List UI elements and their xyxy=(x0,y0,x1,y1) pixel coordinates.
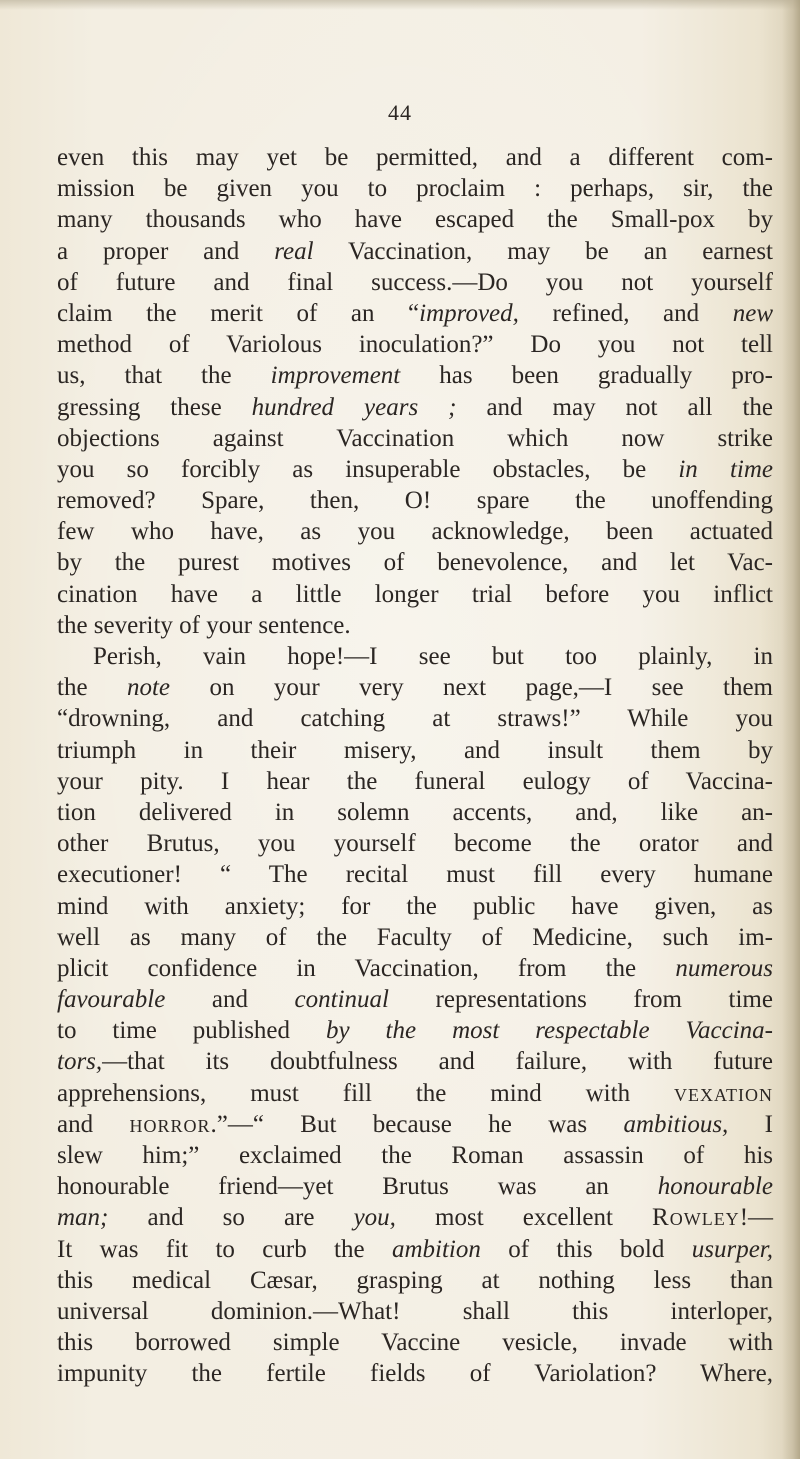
text-line xyxy=(57,1046,773,1077)
text-line xyxy=(57,142,773,173)
text-line xyxy=(57,360,773,391)
italic-text: usurper, xyxy=(691,1235,773,1263)
text-span: slew him;” exclaimed the Roman assassin of his xyxy=(57,1142,773,1169)
text-span: by the purest motives of benevolence, and let Vac- xyxy=(57,549,773,577)
small-caps-text: horror xyxy=(129,1110,211,1138)
text-line xyxy=(57,1202,773,1233)
text-span: the xyxy=(57,674,127,702)
text-line xyxy=(57,922,773,953)
text-line xyxy=(57,1327,773,1358)
text-span: and xyxy=(165,986,295,1014)
italic-text: note xyxy=(126,674,171,702)
text-span: mission be given you to proclaim : perhaps, sir, the xyxy=(57,175,773,203)
text-span: triumph in their misery, and insult them by xyxy=(57,736,773,764)
text-span: of this bold xyxy=(480,1235,692,1263)
text-line xyxy=(57,1015,773,1046)
text-span: method of Variolous inoculation?” Do you not tell xyxy=(57,331,773,359)
text-span: this medical Cæsar, grasping at nothing less than xyxy=(57,1266,773,1294)
italic-text: numerous xyxy=(675,954,773,982)
italic-text: man; xyxy=(57,1204,109,1232)
text-span: Perish, vain hope!—I see but too plainly, in xyxy=(93,643,773,670)
text-span: many thousands who have escaped the Small-pox by xyxy=(57,206,773,234)
italic-text: honourable xyxy=(657,1173,773,1201)
text-line xyxy=(57,1265,773,1296)
text-line xyxy=(57,329,773,360)
text-line xyxy=(57,891,773,922)
text-line xyxy=(57,1171,773,1202)
text-span: plicit confidence in Vaccination, from the xyxy=(57,954,676,982)
italic-text: improvement xyxy=(270,362,401,390)
page-number: 44 xyxy=(388,100,412,125)
text-span: impunity the fertile fields of Variolation? Where, xyxy=(57,1360,773,1388)
text-line xyxy=(57,953,773,984)
italic-text: in time xyxy=(678,455,773,483)
italic-text: tors, xyxy=(57,1048,103,1076)
text-line xyxy=(57,1296,773,1327)
text-line xyxy=(57,173,773,204)
text-line xyxy=(57,1234,773,1265)
text-line xyxy=(57,828,773,859)
text-span: your pity. I hear the funeral eulogy of Vaccina- xyxy=(57,767,773,795)
text-line xyxy=(57,392,773,423)
text-line xyxy=(57,1078,773,1109)
text-span: mind with anxiety; for the public have given, as xyxy=(57,892,773,920)
text-span: objections against Vaccination which now strike xyxy=(57,424,773,452)
italic-text: continual xyxy=(294,986,389,1014)
text-line xyxy=(57,766,773,797)
text-span: the severity of your sentence. xyxy=(57,611,351,639)
small-caps-text: Rowley xyxy=(652,1204,740,1232)
text-line xyxy=(57,984,773,1015)
text-span: .”—“ But because he was xyxy=(210,1110,624,1138)
text-line xyxy=(57,1109,773,1140)
text-line xyxy=(57,672,773,703)
text-span: and xyxy=(57,1110,130,1138)
text-span: —that its doubtfulness and failure, with future xyxy=(102,1048,773,1076)
text-span: few who have, as you acknowledge, been actuated xyxy=(57,518,773,546)
text-span: a proper and xyxy=(57,237,275,265)
text-line xyxy=(57,298,773,329)
italic-text: ambitious, xyxy=(623,1110,729,1138)
text-line xyxy=(57,797,773,828)
text-line xyxy=(57,454,773,485)
body-text xyxy=(57,142,773,1390)
text-span: apprehensions, must fill the mind with xyxy=(57,1079,675,1107)
page-edge-shadow xyxy=(782,0,800,1459)
text-line xyxy=(57,423,773,454)
text-span: well as many of the Faculty of Medicine, such im- xyxy=(57,923,773,951)
italic-text: new xyxy=(732,299,773,327)
text-span: even this may yet be permitted, and a different com- xyxy=(57,144,773,171)
text-line xyxy=(57,859,773,890)
italic-text: real xyxy=(274,237,314,265)
text-span: other Brutus, you yourself become the orator and xyxy=(57,830,773,858)
text-span: on your very next page,—I see them xyxy=(170,674,774,702)
italic-text: ambition xyxy=(391,1235,481,1263)
italic-text: by the most respectable Vaccina- xyxy=(326,1017,773,1045)
text-span: executioner! “ The recital must fill every humane xyxy=(57,861,773,889)
text-line xyxy=(57,204,773,235)
text-span: has been gradually pro- xyxy=(400,362,774,390)
text-span: It was fit to curb the xyxy=(57,1235,392,1263)
text-span: I xyxy=(728,1110,773,1138)
text-span: !— xyxy=(739,1204,774,1232)
text-span: representations from time xyxy=(388,986,773,1014)
text-line xyxy=(57,703,773,734)
italic-text: you, xyxy=(353,1204,396,1232)
text-span: of future and final success.—Do you not yourself xyxy=(57,268,773,296)
text-span: honourable friend—yet Brutus was an xyxy=(57,1173,658,1201)
small-caps-text: vexation xyxy=(674,1079,773,1107)
text-span: gressing these xyxy=(57,393,252,421)
text-span: most excellent xyxy=(395,1204,653,1232)
text-span: Vaccination, may be an earnest xyxy=(313,237,773,265)
text-line xyxy=(57,610,773,641)
text-line xyxy=(57,267,773,298)
text-line xyxy=(57,1140,773,1171)
text-line xyxy=(57,735,773,766)
text-line xyxy=(57,641,773,672)
text-line xyxy=(57,547,773,578)
text-line xyxy=(57,579,773,610)
italic-text: favourable xyxy=(57,986,166,1014)
text-line xyxy=(57,485,773,516)
text-span: “drowning, and catching at straws!” While you xyxy=(57,705,773,733)
text-span: claim the merit of an “ xyxy=(57,299,420,327)
text-span: and may not all the xyxy=(456,393,773,421)
text-span: refined, and xyxy=(518,299,733,327)
text-span: and so are xyxy=(108,1204,354,1232)
text-span: tion delivered in solemn accents, and, like an- xyxy=(57,798,773,826)
page-top-shadow xyxy=(0,0,800,10)
text-span: removed? Spare, then, O! spare the unoffending xyxy=(57,487,773,515)
italic-text: improved, xyxy=(419,299,519,327)
text-line xyxy=(57,1358,773,1389)
text-span: this borrowed simple Vaccine vesicle, invade with xyxy=(57,1329,773,1357)
text-span: us, that the xyxy=(57,362,271,390)
text-span: to time published xyxy=(57,1017,326,1045)
text-line xyxy=(57,516,773,547)
text-line xyxy=(57,236,773,267)
italic-text: hundred years ; xyxy=(251,393,457,421)
text-span: cination have a little longer trial before you inflict xyxy=(57,580,773,608)
text-span: you so forcibly as insuperable obstacles, be xyxy=(57,455,679,483)
text-span: universal dominion.—What! shall this interloper, xyxy=(57,1297,773,1325)
